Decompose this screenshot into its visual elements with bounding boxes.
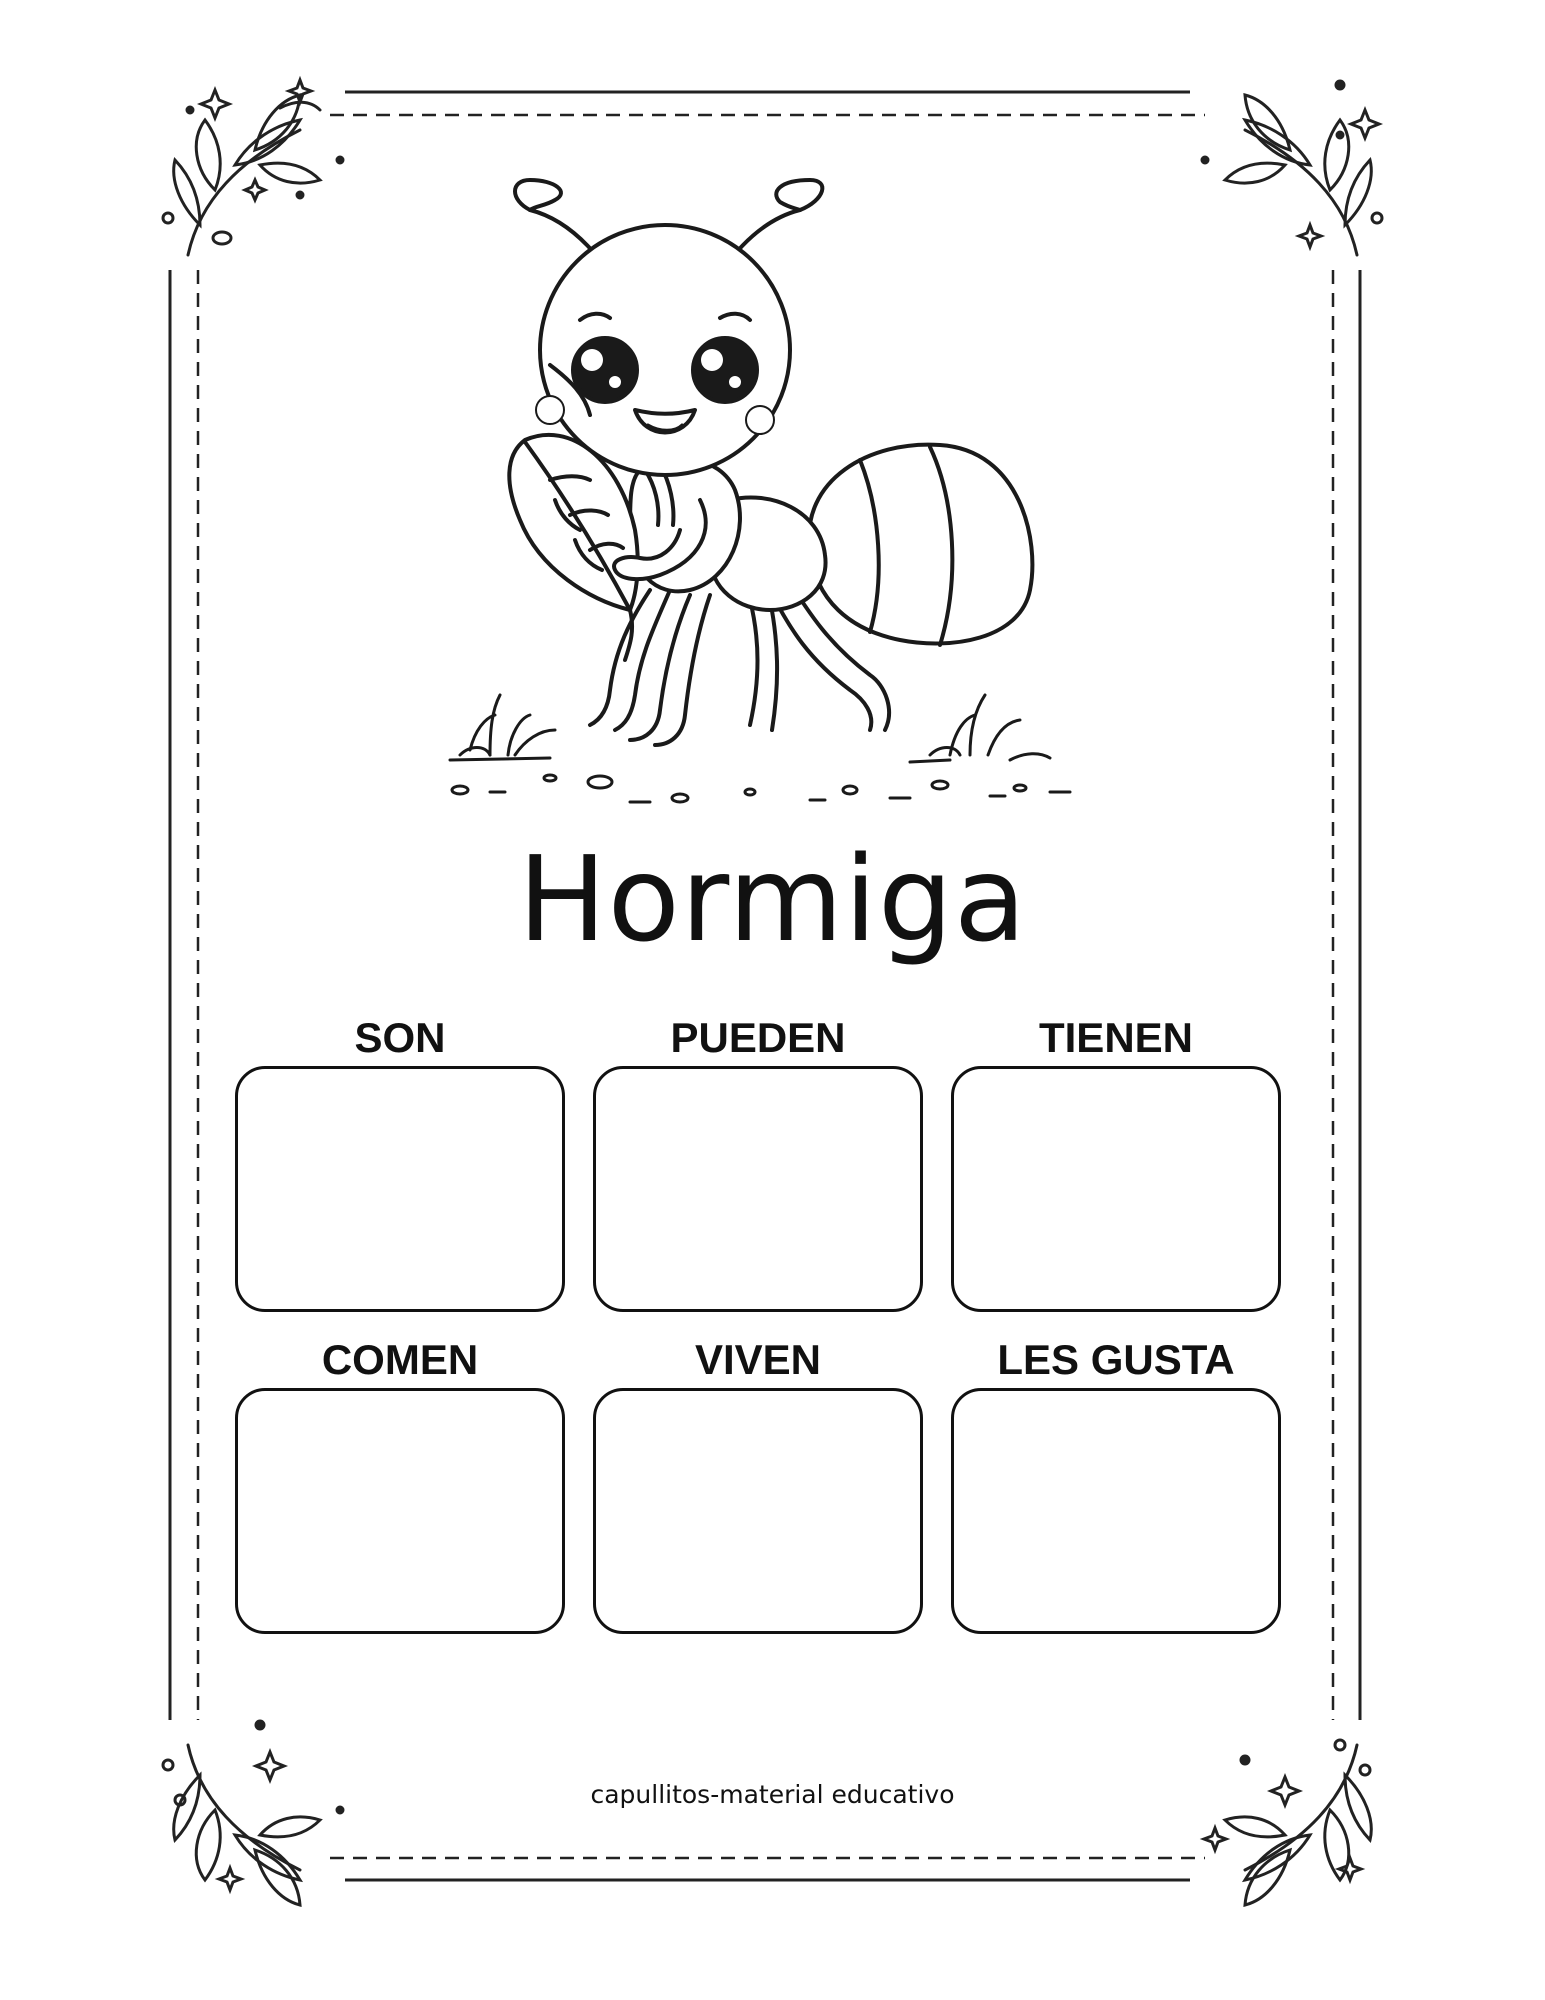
cell-label: SON bbox=[354, 1014, 446, 1061]
branch-icon-bottom-left bbox=[163, 1721, 343, 1905]
drawing-box[interactable] bbox=[235, 1066, 565, 1312]
drawing-box[interactable] bbox=[593, 1066, 923, 1312]
drawing-box[interactable] bbox=[235, 1388, 565, 1634]
activity-grid bbox=[235, 1010, 1285, 1650]
cell-viven bbox=[593, 1332, 923, 1634]
cell-label: LES GUSTA bbox=[997, 1336, 1235, 1383]
cell-son bbox=[235, 1010, 565, 1312]
branch-icon-bottom-right bbox=[1204, 1740, 1371, 1905]
branch-icon-top-right bbox=[1202, 81, 1382, 255]
cell-label: COMEN bbox=[321, 1336, 479, 1383]
cell-pueden bbox=[593, 1010, 923, 1312]
drawing-box[interactable] bbox=[951, 1066, 1281, 1312]
footer-credit: capullitos-material educativo bbox=[590, 1780, 955, 1809]
branch-icon-top-left bbox=[163, 80, 343, 255]
drawing-box[interactable] bbox=[593, 1388, 923, 1634]
cell-tienen bbox=[951, 1010, 1281, 1312]
page-title: Hormiga bbox=[517, 830, 1028, 968]
cell-les-gusta bbox=[951, 1332, 1281, 1634]
cell-comen bbox=[235, 1332, 565, 1634]
cell-label: TIENEN bbox=[1038, 1014, 1193, 1061]
ant-icon bbox=[430, 170, 1110, 820]
drawing-box[interactable] bbox=[951, 1388, 1281, 1634]
cell-label: VIVEN bbox=[694, 1336, 822, 1383]
cell-label: PUEDEN bbox=[670, 1014, 846, 1061]
